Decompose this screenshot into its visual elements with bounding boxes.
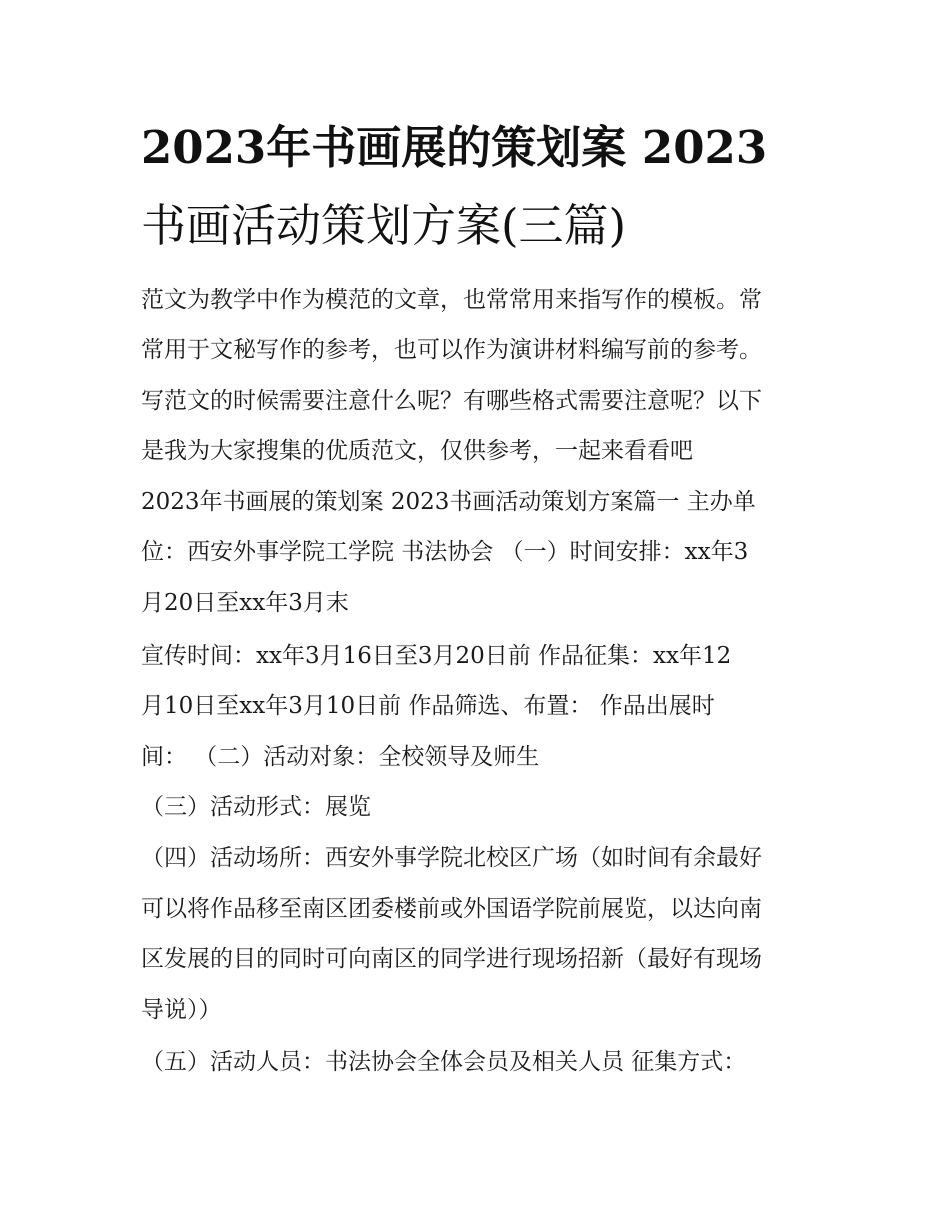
paragraph-line: 位：西安外事学院工学院 书法协会 （一）时间安排：xx年3 [141,539,749,565]
paragraph-line: 是我为大家搜集的优质范文，仅供参考，一起来看看吧 [141,438,693,464]
document-title-line-2: 书画活动策划方案(三篇) [141,199,627,252]
paragraph-line: 宣传时间：xx年3月16日至3月20日前 作品征集：xx年12 [141,643,732,669]
paragraph-line: 导说）） [141,997,222,1023]
paragraph-line: 范文为教学中作为模范的文章，也常常用来指写作的模板。常 [141,287,762,313]
paragraph-line: 区发展的目的同时可向南区的同学进行现场招新（最好有现场 [141,946,762,972]
document-title-line-1: 2023年书画展的策划案 2023 [141,121,768,174]
paragraph-line: 间： （二）活动对象：全校领导及师生 [141,744,540,770]
paragraph-line: 常用于文秘写作的参考，也可以作为演讲材料编写前的参考。 [141,337,762,363]
paragraph-line: 可以将作品移至南区团委楼前或外国语学院前展览，以达向南 [141,896,762,922]
paragraph-line: 月20日至xx年3月末 [141,590,349,616]
paragraph-line: （三）活动形式：展览 [141,794,371,820]
paragraph-line: 写范文的时候需要注意什么呢？有哪些格式需要注意呢？以下 [141,388,762,414]
paragraph-line: 2023年书画展的策划案 2023书画活动策划方案篇一 主办单 [141,489,756,515]
paragraph-line: 月10日至xx年3月10日前 作品筛选、布置： 作品出展时 [141,693,715,719]
paragraph-line: （四）活动场所：西安外事学院北校区广场（如时间有余最好 [141,845,762,871]
paragraph-line: （五）活动人员：书法协会全体会员及相关人员 征集方式： [141,1049,747,1075]
